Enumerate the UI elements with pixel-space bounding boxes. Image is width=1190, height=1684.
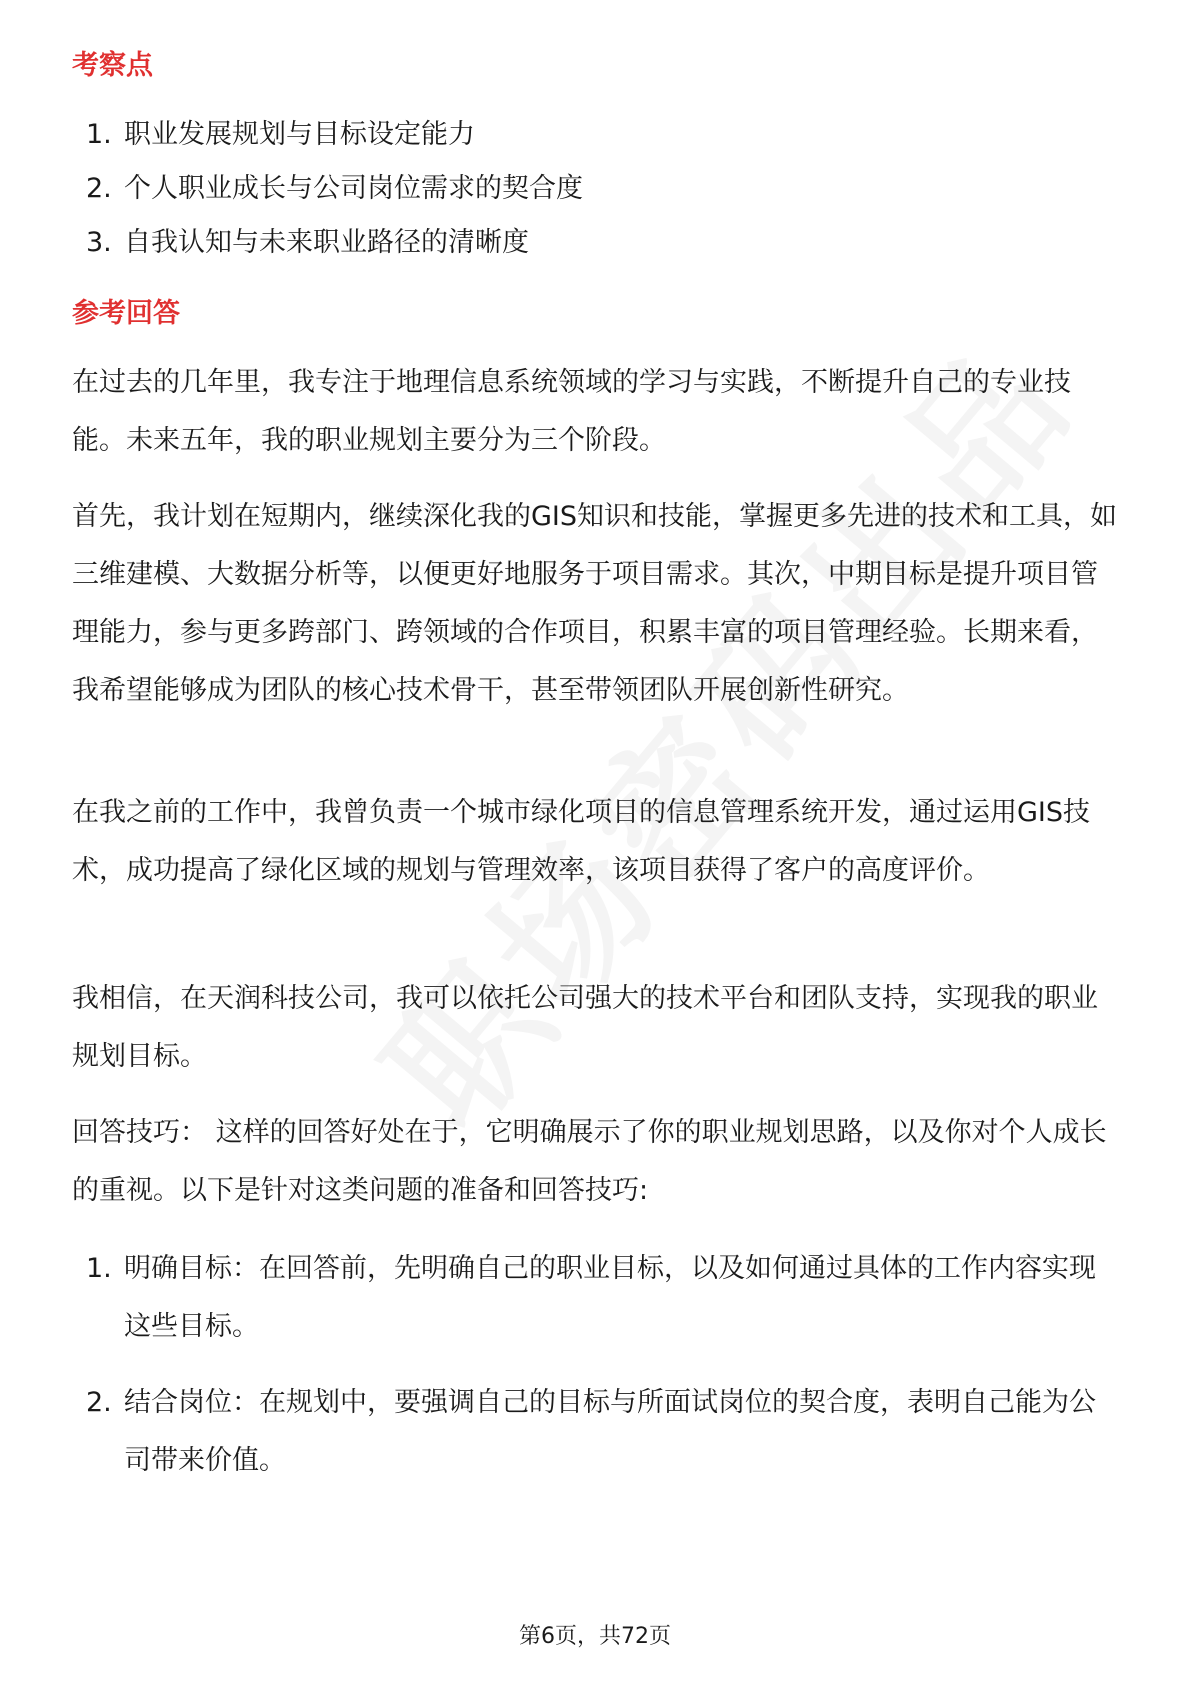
list-text: 自我认知与未来职业路径的清晰度 — [124, 227, 529, 258]
paragraph-experience: 在我之前的工作中，我曾负责一个城市绿化项目的信息管理系统开发，通过运用GIS技术，成功提高了绿化区域的规划与管理效率，该项目获得了客户的高度评价。 — [72, 797, 1091, 886]
list-number: 1. — [86, 1253, 112, 1284]
list-text: 明确目标：在回答前，先明确自己的职业目标，以及如何通过具体的工作内容实现这些目标。 — [124, 1253, 1096, 1342]
section-heading-reference-answer: 参考回答 — [72, 298, 180, 329]
list-number: 1. — [86, 119, 112, 150]
list-number: 2. — [86, 1387, 112, 1418]
list-number: 3. — [86, 227, 112, 258]
list-item — [72, 106, 1118, 164]
section-heading-focus-points: 考察点 — [72, 50, 153, 81]
tip-item — [72, 1240, 1118, 1356]
list-number: 2. — [86, 173, 112, 204]
list-item — [72, 160, 1118, 218]
list-text: 个人职业成长与公司岗位需求的契合度 — [124, 173, 583, 204]
paragraph-company: 我相信，在天润科技公司，我可以依托公司强大的技术平台和团队支持，实现我的职业规划目标。 — [72, 983, 1098, 1072]
paragraph-plan: 首先，我计划在短期内，继续深化我的GIS知识和技能，掌握更多先进的技术和工具，如三维建模、大数据分析等，以便更好地服务于项目需求。其次，中期目标是提升项目管理能力，参与更多跨部门、跨领域的合作项目，积累丰富的项目管理经验。长期来看，我希望能够成为团队的核心技术骨干，甚至带领团队开展创新性研究。 — [72, 501, 1118, 706]
paragraph-tips-intro: 回答技巧： 这样的回答好处在于，它明确展示了你的职业规划思路，以及你对个人成长的重视。以下是针对这类问题的准备和回答技巧: — [72, 1117, 1107, 1206]
page-number: 第6页，共72页 — [519, 1624, 671, 1649]
list-text: 结合岗位：在规划中，要强调自己的目标与所面试岗位的契合度，表明自己能为公司带来价值。 — [124, 1387, 1096, 1476]
list-text: 职业发展规划与目标设定能力 — [124, 119, 475, 150]
paragraph-intro: 在过去的几年里，我专注于地理信息系统领域的学习与实践，不断提升自己的专业技能。未来五年，我的职业规划主要分为三个阶段。 — [72, 367, 1071, 456]
tip-item — [72, 1374, 1118, 1490]
list-item — [72, 214, 1118, 272]
